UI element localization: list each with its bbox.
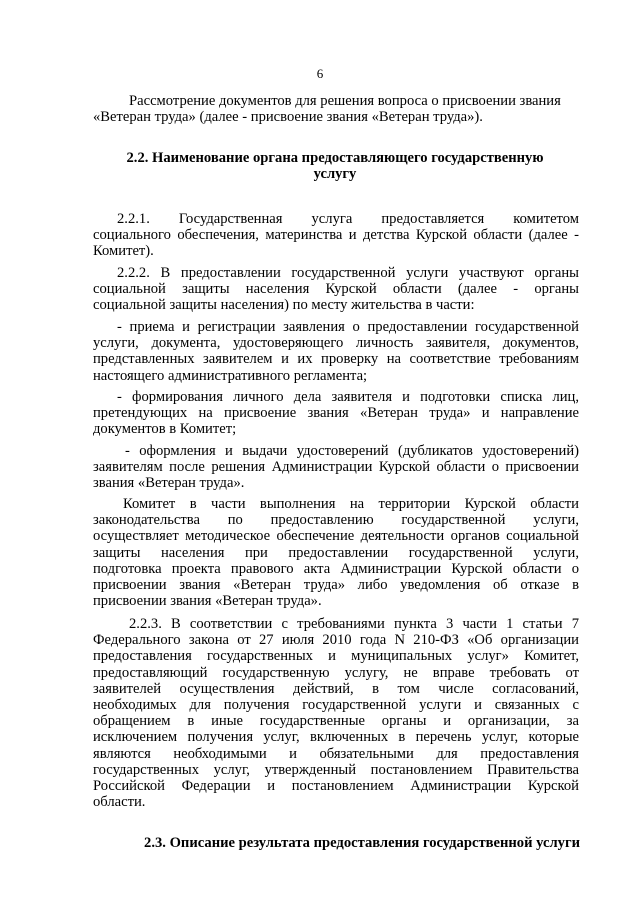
list-item-reception	[93, 319, 579, 384]
section-2-3-heading	[60, 835, 580, 851]
list-line: претендующих на присвоение звания «Ветеран труда» и направление	[93, 405, 579, 422]
list-line: документов в Комитет;	[93, 421, 237, 438]
paragraph-line: социального обеспечения, материнства и детства Курской области (далее -	[93, 227, 579, 244]
paragraph-line: предоставления государственных и муниципальных услуг» Комитет,	[93, 648, 579, 665]
paragraph-line: социальной защиты населения) по месту жительства в части:	[93, 297, 475, 314]
committee-paragraph	[93, 496, 579, 609]
paragraph-line: осуществляет методическое обеспечение деятельности органов социальной	[93, 528, 579, 545]
paragraph-line: социальной защиты населения Курской области (далее - органы	[93, 281, 579, 298]
paragraph-line: области.	[93, 794, 146, 811]
paragraph-line: присвоении звания «Ветеран труда».	[93, 593, 322, 610]
paragraph-line: заявителей осуществления действий, в том числе согласований,	[93, 680, 579, 697]
list-line: - оформления и выдачи удостоверений (дубликатов удостоверений)	[125, 443, 579, 459]
paragraph-line: защиты населения при предоставлении государственной услуги,	[93, 544, 579, 561]
intro-line: «Ветеран труда» (далее - присвоение звания «Ветеран труда»).	[93, 109, 483, 126]
paragraph-line: исключением получения услуг, включенных в перечень услуг, которые	[93, 729, 579, 746]
paragraph-2-2-3	[93, 616, 579, 810]
intro-line: Рассмотрение документов для решения вопроса о присвоении звания	[129, 93, 561, 109]
heading-line: 2.3. Описание результата предоставления государственной услуги	[144, 835, 580, 851]
list-line: - приема и регистрации заявления о предоставлении государственной	[117, 319, 579, 335]
paragraph-line: Российской Федерации и постановлением Администрации Курской	[93, 777, 579, 794]
paragraph-line: государственных услуг, утвержденный постановлением Правительства	[93, 761, 579, 778]
paragraph-line: Федерального закона от 27 июля 2010 года N 210-ФЗ «Об организации	[93, 632, 579, 649]
intro-paragraph	[93, 93, 579, 125]
section-2-2-heading	[100, 150, 570, 182]
paragraph-line: 2.2.1. Государственная услуга предоставляется комитетом	[117, 211, 579, 227]
list-line: настоящего административного регламента;	[93, 367, 368, 384]
paragraph-line: присвоении звания «Ветеран труда» либо уведомления об отказе в	[93, 576, 579, 593]
paragraph-2-2-2	[93, 265, 579, 314]
list-line: заявителям после решения Администрации Курской области о присвоении	[93, 459, 579, 476]
list-line: - формирования личного дела заявителя и подготовки списка лиц,	[117, 389, 579, 405]
paragraph-2-2-1	[93, 211, 579, 260]
paragraph-line: подготовка проекта правового акта Администрации Курской области о	[93, 560, 579, 577]
heading-line: услугу	[313, 166, 357, 183]
paragraph-line: 2.2.3. В соответствии с требованиями пункта 3 части 1 статьи 7	[129, 616, 579, 632]
paragraph-line: являются необходимыми и обязательными для предоставления	[93, 745, 579, 762]
paragraph-line: 2.2.2. В предоставлении государственной услуги участвуют органы	[117, 265, 579, 281]
list-line: представленных заявителем и их проверку на соответствие требованиям	[93, 351, 579, 368]
list-line: услуги, документа, удостоверяющего личность заявителя, документов,	[93, 335, 579, 352]
page-number: 6	[316, 66, 324, 81]
paragraph-line: предоставляющий государственную услугу, не вправе требовать от	[93, 664, 579, 681]
paragraph-line: Комитет).	[93, 243, 154, 260]
list-item-certificates	[93, 443, 579, 492]
paragraph-line: Комитет в части выполнения на территории Курской области	[123, 496, 579, 512]
paragraph-line: законодательства по предоставлению государственной услуги,	[93, 512, 579, 529]
paragraph-line: обращением в иные государственные органы и организации, за	[93, 713, 579, 730]
paragraph-line: необходимых для получения государственной услуги и связанных с	[93, 696, 579, 713]
heading-line: 2.2. Наименование органа предоставляющего государственную	[126, 150, 544, 166]
list-item-personal-file	[93, 389, 579, 438]
list-line: звания «Ветеран труда».	[93, 475, 245, 492]
